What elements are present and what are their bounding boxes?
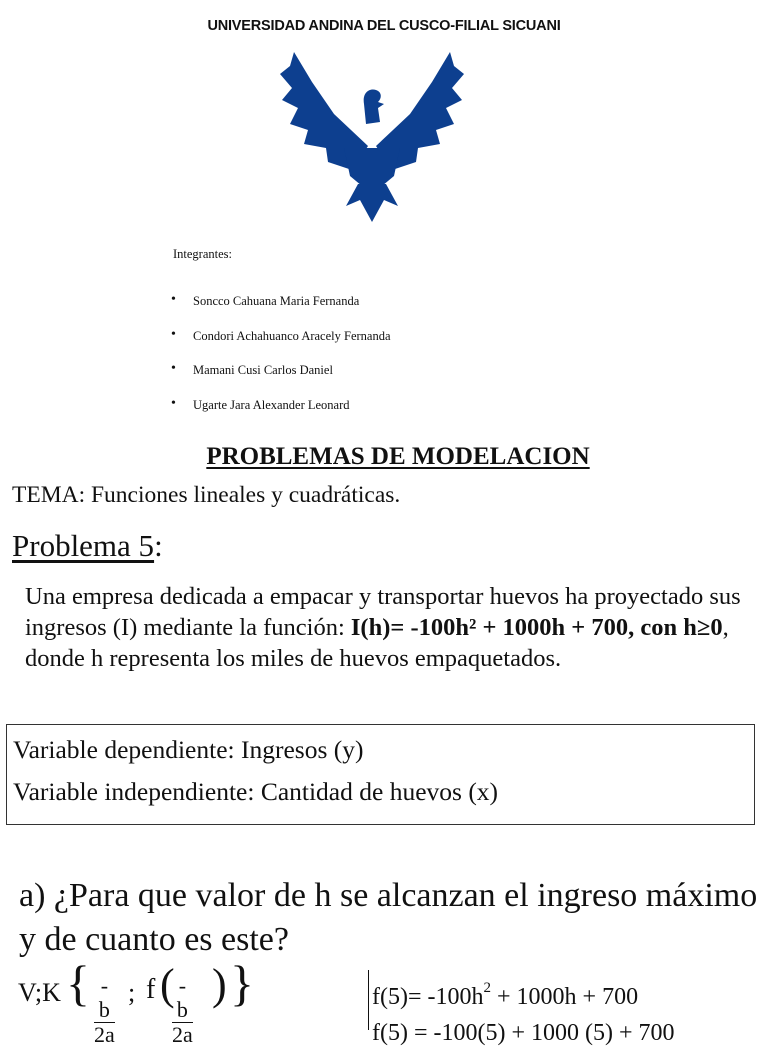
dependent-variable: Variable dependiente: Ingresos (y) bbox=[13, 735, 364, 764]
question-a: a) ¿Para que valor de h se alcanzan el ingreso máximo y de cuanto es este? bbox=[19, 877, 758, 958]
problem-heading-colon: : bbox=[154, 528, 163, 563]
fraction-denominator: 2a bbox=[172, 1022, 193, 1047]
vertex-prefix: V;K bbox=[18, 978, 61, 1007]
topic-line: TEMA: Funciones lineales y cuadráticas. bbox=[12, 482, 401, 508]
independent-variable: Variable independiente: Cantidad de huevos (x) bbox=[13, 777, 499, 806]
vertex-open-brace: { bbox=[66, 955, 90, 1011]
calc-line-1 bbox=[372, 970, 768, 1015]
members-label: Integrantes: bbox=[173, 247, 233, 261]
fraction-denominator: 2a bbox=[94, 1022, 115, 1047]
member-item: • Condori Achahuanco Aracely Fernanda bbox=[193, 327, 391, 362]
vertex-separator: ; bbox=[128, 978, 136, 1007]
member-item: • Ugarte Jara Alexander Leonard bbox=[193, 396, 391, 431]
document-title: PROBLEMAS DE MODELACION bbox=[206, 443, 590, 470]
statement-intro: Una empresa dedicada a empacar y transportar huevos ha proyectado sus ingresos (I) mediante la función: bbox=[25, 583, 741, 641]
variables-box bbox=[6, 724, 755, 825]
vertex-close-brace: } bbox=[230, 955, 254, 1011]
vertex-fraction-1 bbox=[94, 974, 115, 1047]
problem-heading-text: Problema 5 bbox=[12, 528, 155, 563]
calc-line-1-a: f(5)= -100h bbox=[372, 984, 484, 1010]
member-item: • Soncco Cahuana Maria Fernanda bbox=[193, 292, 391, 327]
vertex-fraction-2 bbox=[172, 974, 193, 1047]
statement-outro: , donde h representa los miles de huevos empaquetados. bbox=[25, 614, 729, 672]
fraction-numerator: -b bbox=[172, 974, 193, 1023]
university-name: UNIVERSIDAD ANDINA DEL CUSCO-FILIAL SICUANI bbox=[207, 18, 561, 34]
condor-emblem-icon bbox=[272, 44, 472, 222]
calculation-block bbox=[368, 970, 768, 1046]
problem-statement bbox=[25, 581, 760, 674]
member-item: • Mamani Cusi Carlos Daniel bbox=[193, 361, 391, 396]
vertex-f: f bbox=[146, 974, 156, 1005]
calc-line-1-b: + 1000h + 700 bbox=[497, 984, 639, 1010]
members-list bbox=[193, 292, 391, 431]
problem-heading bbox=[12, 528, 163, 564]
vertex-open-paren: ( bbox=[160, 960, 175, 1009]
vertex-close-paren: ) bbox=[212, 960, 227, 1009]
fraction-numerator: -b bbox=[94, 974, 115, 1023]
statement-formula: I(h)= -100h² + 1000h + 700, con h≥0 bbox=[350, 614, 723, 641]
calc-exponent: 2 bbox=[483, 980, 492, 996]
calc-line-2: f(5) = -100(5) + 1000 (5) + 700 bbox=[372, 1020, 675, 1046]
